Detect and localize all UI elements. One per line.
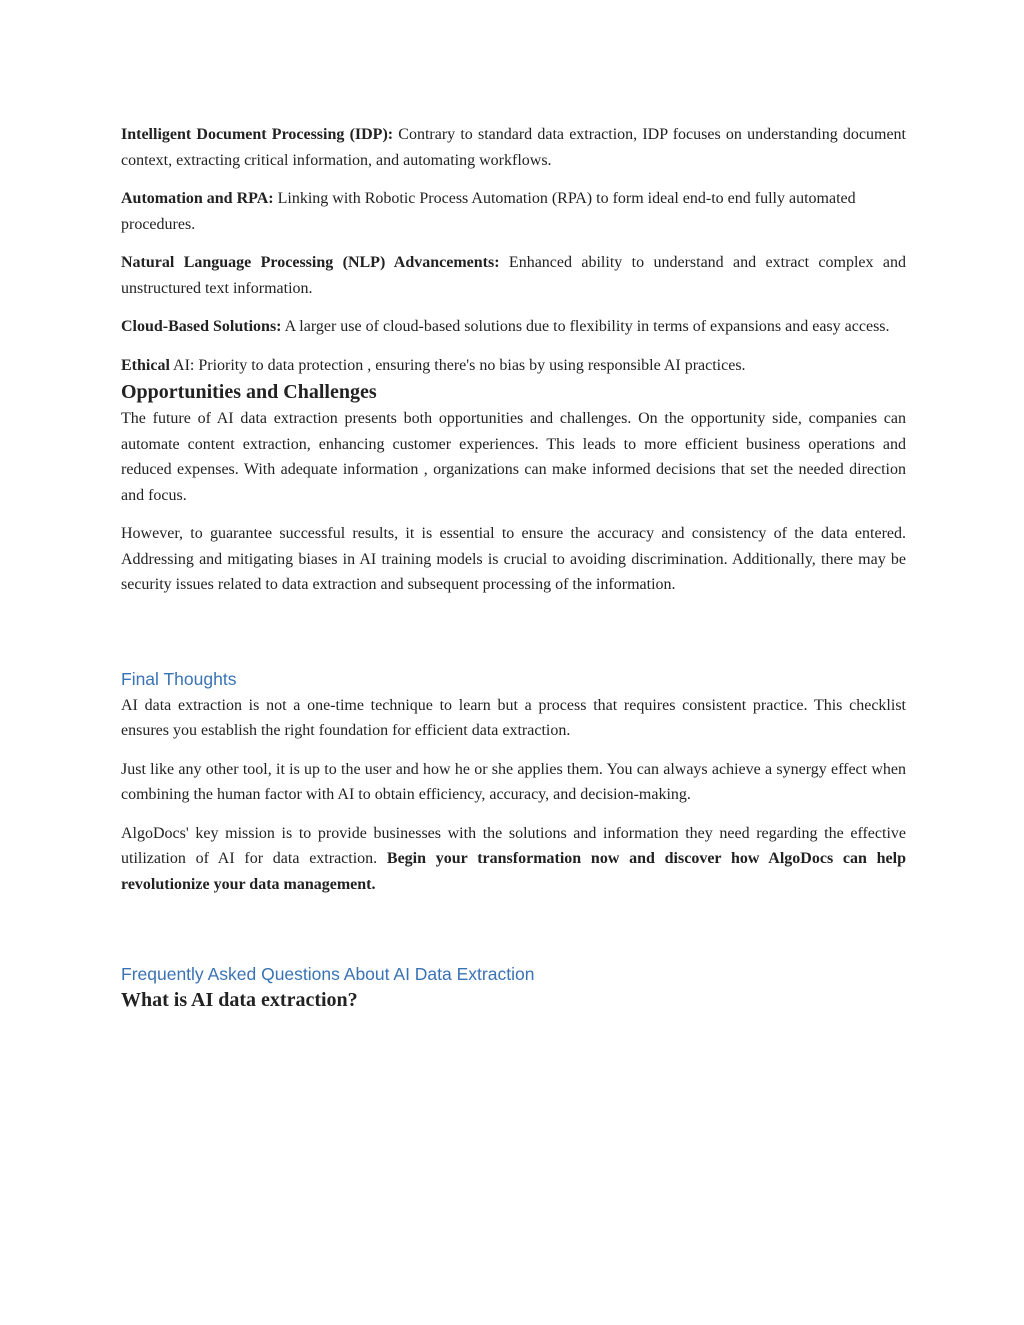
trend-cloud-term: Cloud-Based Solutions: bbox=[121, 318, 282, 335]
trend-idp-text: Contrary to standard data extraction, IDP focuses on understanding document context, extracting critical information, and automating workflows. bbox=[121, 126, 906, 169]
trend-ethical bbox=[121, 353, 906, 379]
opportunities-paragraph-1: The future of AI data extraction presents both opportunities and challenges. On the opportunity side, companies can automate content extraction, enhancing customer experiences. This leads to more efficient business operations and reduced expenses. With adequate information , organizations can make informed decisions that set the needed direction and focus. bbox=[121, 410, 906, 504]
faq-question-heading: What is AI data extraction? bbox=[121, 989, 358, 1011]
trend-nlp bbox=[121, 250, 906, 301]
trend-idp-term: Intelligent Document Processing (IDP): bbox=[121, 126, 394, 143]
trend-nlp-text: Enhanced ability to understand and extract complex and unstructured text information. bbox=[121, 254, 906, 297]
document-page bbox=[121, 122, 906, 1014]
final-thoughts-paragraph-2: Just like any other tool, it is up to the user and how he or she applies them. You can always achieve a synergy effect when combining the human factor with AI to obtain efficiency, accuracy, and decision-making. bbox=[121, 760, 906, 803]
final-thoughts-mission-text: AlgoDocs' key mission is to provide businesses with the solutions and information they need regarding the effective utilization of AI for data extraction. bbox=[121, 824, 906, 867]
trend-ethical-text: AI: Priority to data protection , ensuring there's no bias by using responsible AI practices. bbox=[169, 356, 746, 374]
opportunities-heading: Opportunities and Challenges bbox=[121, 381, 377, 403]
trend-ethical-term: Ethical bbox=[121, 356, 170, 374]
trend-automation-text: Linking with Robotic Process Automation (RPA) to form ideal end-to end fully automated procedures. bbox=[121, 190, 856, 233]
final-thoughts-paragraph-3 bbox=[121, 821, 906, 898]
final-thoughts-paragraph-1: AI data extraction is not a one-time technique to learn but a process that requires consistent practice. This checklist ensures you establish the right foundation for efficient data extraction. bbox=[121, 696, 906, 739]
final-thoughts-call-to-action: Begin your transformation now and discover how AlgoDocs can help revolutionize your data management. bbox=[121, 850, 906, 893]
trend-idp bbox=[121, 122, 906, 173]
trend-automation-term: Automation and RPA: bbox=[121, 190, 274, 207]
trend-nlp-term: Natural Language Processing (NLP) Advancements: bbox=[121, 254, 500, 271]
faq-heading: Frequently Asked Questions About AI Data Extraction bbox=[121, 964, 535, 984]
trend-automation bbox=[121, 186, 906, 237]
final-thoughts-heading: Final Thoughts bbox=[121, 668, 237, 689]
trend-cloud bbox=[121, 314, 906, 340]
trend-cloud-text: A larger use of cloud-based solutions due to flexibility in terms of expansions and easy access. bbox=[281, 318, 890, 335]
opportunities-paragraph-2: However, to guarantee successful results, it is essential to ensure the accuracy and consistency of the data entered. Addressing and mitigating biases in AI training models is crucial to avoiding discrimination. Additionally, there may be security issues related to data extraction and subsequent processing of the information. bbox=[121, 525, 906, 593]
